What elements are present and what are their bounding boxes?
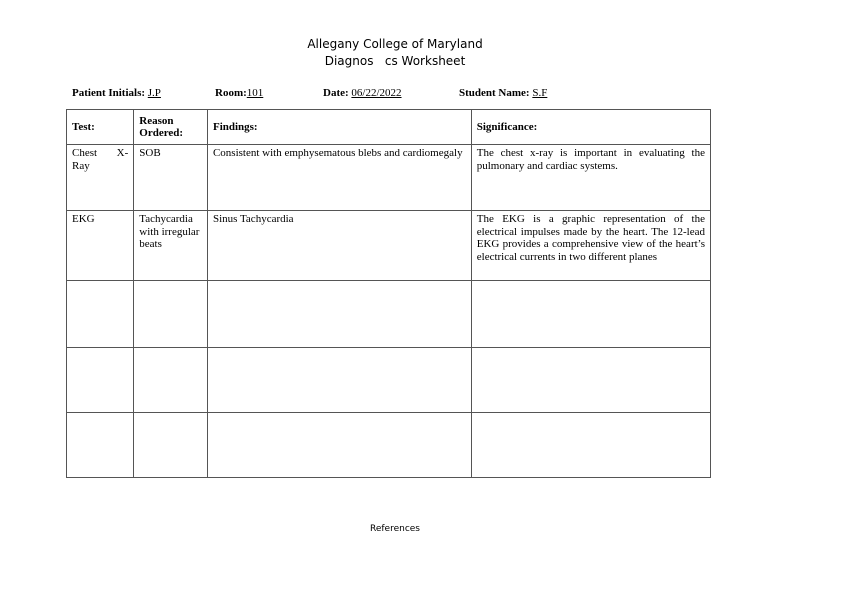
cell-findings: Sinus Tachycardia — [207, 211, 471, 281]
table-header-row — [67, 110, 711, 145]
room-label: Room: — [215, 87, 247, 99]
cell-test — [67, 413, 134, 478]
student-name-label: Student Name: — [459, 87, 530, 99]
cell-test: EKG — [67, 211, 134, 281]
table-row — [67, 413, 711, 478]
cell-reason — [134, 348, 208, 413]
college-title: Allegany College of Maryland — [307, 37, 483, 51]
table-row — [67, 348, 711, 413]
patient-initials-label: Patient Initials: — [72, 87, 146, 99]
cell-test — [67, 281, 134, 348]
cell-reason: Tachycardia with irregular beats — [134, 211, 208, 281]
table-row — [67, 145, 711, 211]
header-reason-ordered: Reason Ordered: — [134, 110, 208, 145]
cell-reason: SOB — [134, 145, 208, 211]
cell-findings: Consistent with emphysematous blebs and cardiomegaly — [207, 145, 471, 211]
references-heading: References — [369, 524, 420, 534]
cell-findings — [207, 348, 471, 413]
cell-test — [67, 348, 134, 413]
room-field — [215, 87, 263, 99]
date-value: 06/22/2022 — [351, 87, 402, 99]
cell-significance — [471, 281, 710, 348]
header-findings: Findings: — [207, 110, 471, 145]
cell-significance: The chest x-ray is important in evaluating the pulmonary and cardiac systems. — [471, 145, 710, 211]
cell-findings — [207, 281, 471, 348]
student-name-value: S.F — [532, 87, 548, 99]
cell-reason — [134, 413, 208, 478]
cell-test: Chest X-Ray — [67, 145, 134, 211]
cell-significance — [471, 413, 710, 478]
cell-findings — [207, 413, 471, 478]
date-field — [323, 87, 402, 99]
header-significance: Significance: — [471, 110, 710, 145]
worksheet-title: Diagnos cs Worksheet — [324, 54, 466, 68]
date-label: Date: — [323, 87, 349, 99]
header-test: Test: — [67, 110, 134, 145]
table-row — [67, 211, 711, 281]
patient-initials-value: J.P — [147, 87, 161, 99]
cell-significance: The EKG is a graphic representation of the electrical impulses made by the heart. The 12-lead EKG provides a comprehensive view of the heart’s electrical currents in two different planes — [471, 211, 710, 281]
cell-reason — [134, 281, 208, 348]
patient-initials-field — [72, 87, 161, 99]
cell-significance — [471, 348, 710, 413]
table-row — [67, 281, 711, 348]
student-name-field — [459, 87, 547, 99]
room-value: 101 — [246, 87, 264, 99]
diagnostics-table — [66, 109, 711, 478]
